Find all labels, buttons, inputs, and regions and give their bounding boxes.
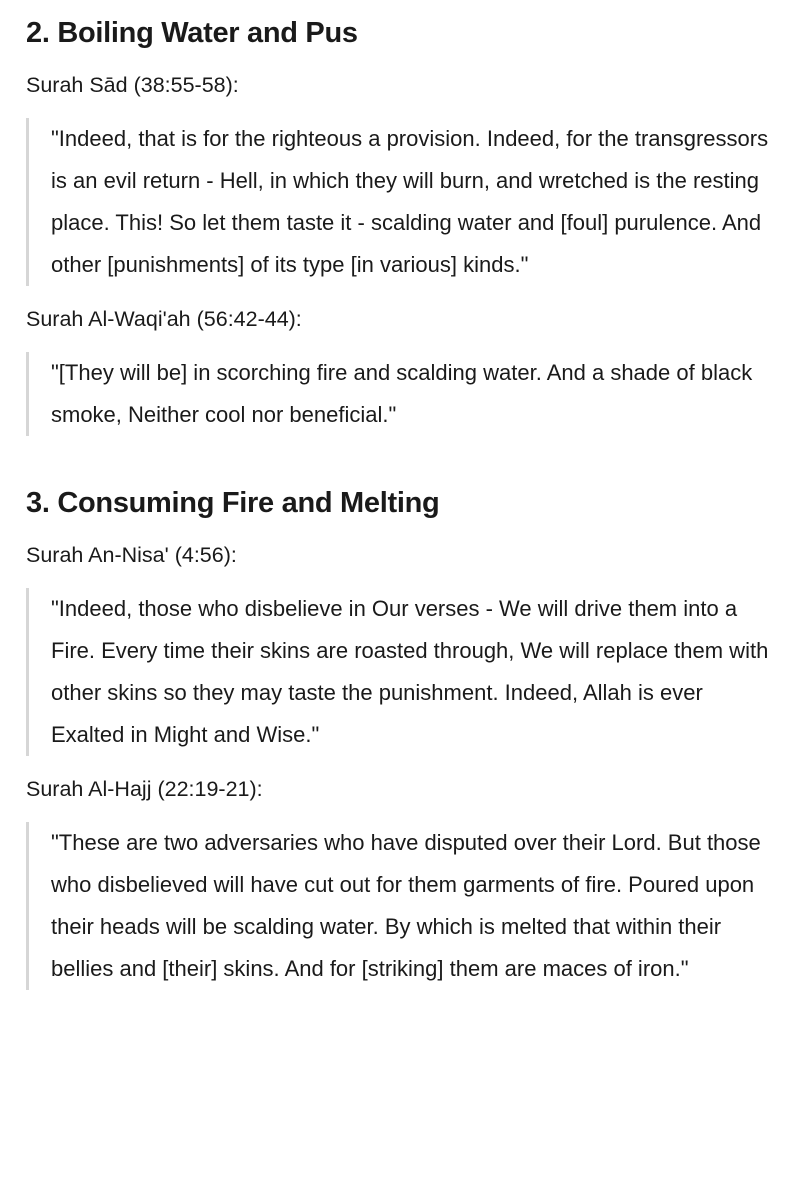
- verse-text-nisa: "Indeed, those who disbelieve in Our verses - We will drive them into a Fire. Every time their skins are roasted through, We will replace them with other skins so they may taste the punishment. Indeed, Allah is ever Exalted in Might and Wise.": [51, 596, 769, 747]
- verse-text-waqiah: "[They will be] in scorching fire and scalding water. And a shade of black smoke, Neither cool nor beneficial.": [51, 360, 753, 427]
- verse-quote-sad: [26, 118, 780, 286]
- surah-reference-waqiah: Surah Al-Waqi'ah (56:42-44):: [26, 307, 302, 331]
- verse-quote-nisa: [26, 588, 780, 756]
- surah-reference-hajj: Surah Al-Hajj (22:19-21):: [26, 777, 263, 801]
- verse-text-hajj: "These are two adversaries who have disputed over their Lord. But those who disbelieved will have cut out for them garments of fire. Poured upon their heads will be scalding water. By which is melted that within their bellies and [their] skins. And for [striking] them are maces of iron.": [51, 830, 761, 981]
- surah-reference-nisa: Surah An-Nisa' (4:56):: [26, 543, 237, 567]
- verse-quote-waqiah: [26, 352, 780, 436]
- surah-reference-sad: Surah Sād (38:55-58):: [26, 73, 239, 97]
- section-heading-boiling-water: 2. Boiling Water and Pus: [26, 17, 358, 49]
- verse-text-sad: "Indeed, that is for the righteous a provision. Indeed, for the transgressors is an evil return - Hell, in which they will burn, and wretched is the resting place. This! So let them taste it - scalding water and [foul] purulence. And other [punishments] of its type [in various] kinds.": [51, 126, 769, 277]
- verse-quote-hajj: [26, 822, 780, 990]
- section-heading-consuming-fire: 3. Consuming Fire and Melting: [26, 487, 440, 519]
